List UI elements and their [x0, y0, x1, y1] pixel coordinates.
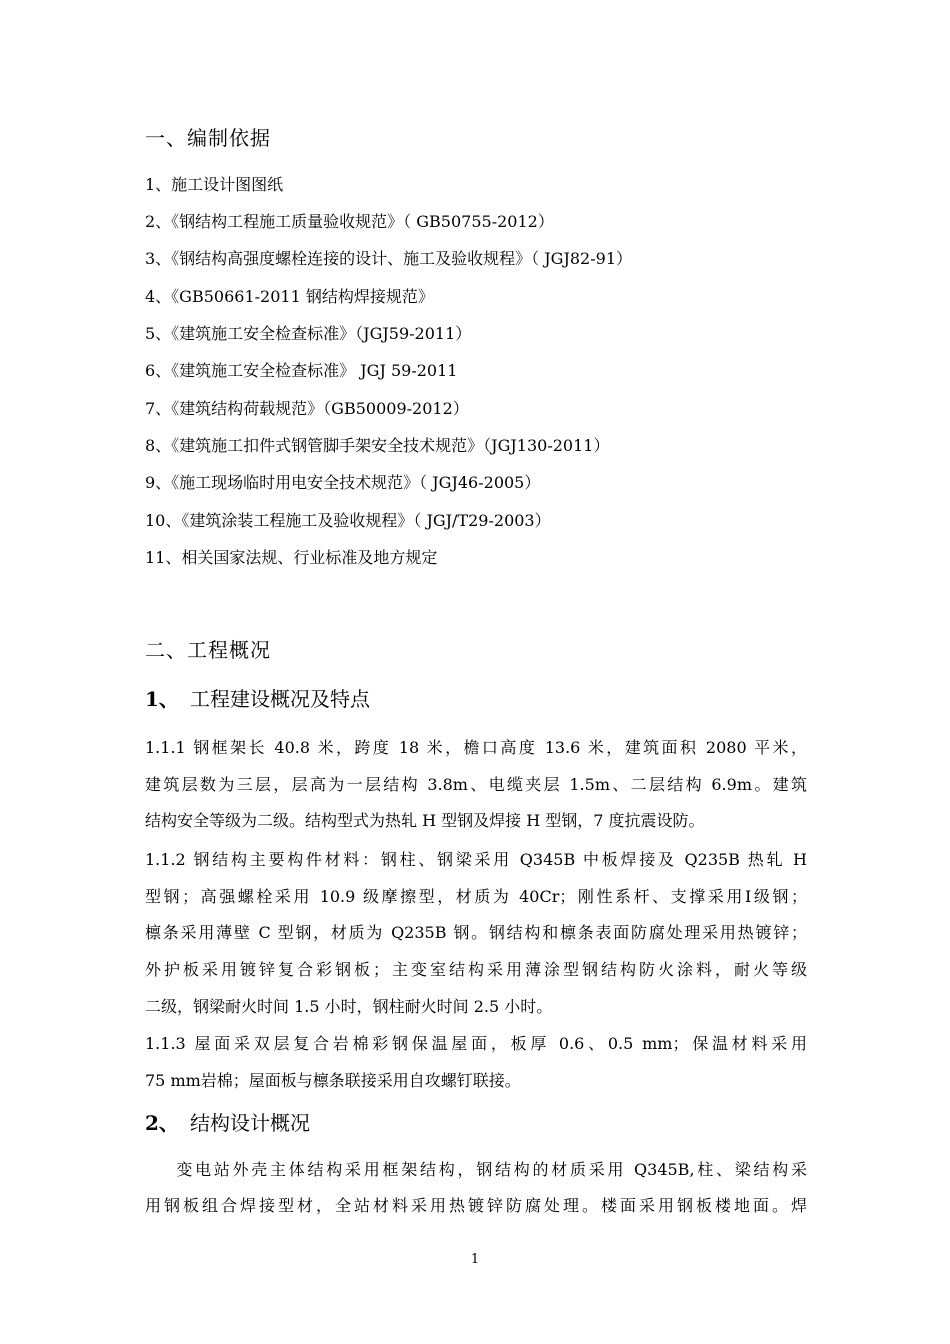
reference-item: 11、相关国家法规、行业标准及地方规定 [145, 548, 438, 567]
paragraph-line: 建筑层数为三层，层高为一层结构 3.8m、电缆夹层 1.5m、二层结构 6.9m。建筑 [145, 775, 807, 794]
reference-item: 6、《建筑施工安全检查标准》 JGJ 59-2011 [145, 361, 458, 380]
subsection-number: 1、 [145, 687, 179, 711]
subsection-heading-construction-overview [145, 683, 370, 712]
paragraph-line: 用钢板组合焊接型材，全站材料采用热镀锌防腐处理。楼面采用钢板楼地面。焊 [145, 1196, 807, 1215]
reference-item: 2、《钢结构工程施工质量验收规范》（ GB50755-2012） [145, 212, 554, 231]
section-title-compilation-basis: 一、编制依据 [145, 126, 271, 150]
paragraph-line: 型钢；高强螺栓采用 10.9 级摩擦型，材质为 40Cr；刚性系杆、支撑采用Ⅰ级钢； [145, 887, 807, 906]
section-title-project-overview: 二、工程概况 [145, 638, 271, 662]
paragraph-line: 1.1.1 钢框架长 40.8 米，跨度 18 米，檐口高度 13.6 米，建筑面积 2080 平米， [145, 738, 807, 757]
subsection-title: 结构设计概况 [190, 1111, 310, 1135]
reference-item: 1、施工设计图图纸 [145, 175, 284, 194]
paragraph-line: 外护板采用镀锌复合彩钢板；主变室结构采用薄涂型钢结构防火涂料，耐火等级 [145, 960, 807, 979]
paragraph-line: 75 mm岩棉；屋面板与檩条联接采用自攻螺钉联接。 [145, 1071, 521, 1090]
paragraph-line: 1.1.3 屋面采双层复合岩棉彩钢保温屋面，板厚 0.6、0.5 mm；保温材料采用 [145, 1034, 807, 1053]
subsection-heading-structural-design [145, 1107, 310, 1136]
reference-item: 8、《建筑施工扣件式钢管脚手架安全技术规范》（JGJ130-2011） [145, 436, 610, 455]
reference-item: 3、《钢结构高强度螺栓连接的设计、施工及验收规程》（ JGJ82-91） [145, 249, 633, 268]
subsection-number: 2、 [145, 1111, 179, 1135]
reference-item: 10、《建筑涂装工程施工及验收规程》（ JGJ/T29-2003） [145, 511, 551, 530]
page-number: 1 [470, 1252, 480, 1267]
reference-item: 7、《建筑结构荷载规范》（GB50009-2012） [145, 399, 469, 418]
reference-item: 5、《建筑施工安全检查标准》（JGJ59-2011） [145, 324, 472, 343]
paragraph-line: 变电站外壳主体结构采用框架结构，钢结构的材质采用 Q345B,柱、梁结构采 [145, 1160, 807, 1179]
subsection-title: 工程建设概况及特点 [190, 687, 370, 711]
reference-item: 9、《施工现场临时用电安全技术规范》（ JGJ46-2005） [145, 473, 541, 492]
paragraph-line: 1.1.2 钢结构主要构件材料：钢柱、钢梁采用 Q345B 中板焊接及 Q235B 热轧 H [145, 850, 807, 869]
reference-item: 4、《GB50661-2011 钢结构焊接规范》 [145, 287, 434, 306]
paragraph-line: 二级，钢梁耐火时间 1.5 小时，钢柱耐火时间 2.5 小时。 [145, 997, 553, 1016]
paragraph-line: 檩条采用薄壁 C 型钢，材质为 Q235B 钢。钢结构和檩条表面防腐处理采用热镀锌； [145, 923, 807, 942]
paragraph-line: 结构安全等级为二级。结构型式为热轧 H 型钢及焊接 H 型钢，7 度抗震设防。 [145, 811, 705, 830]
